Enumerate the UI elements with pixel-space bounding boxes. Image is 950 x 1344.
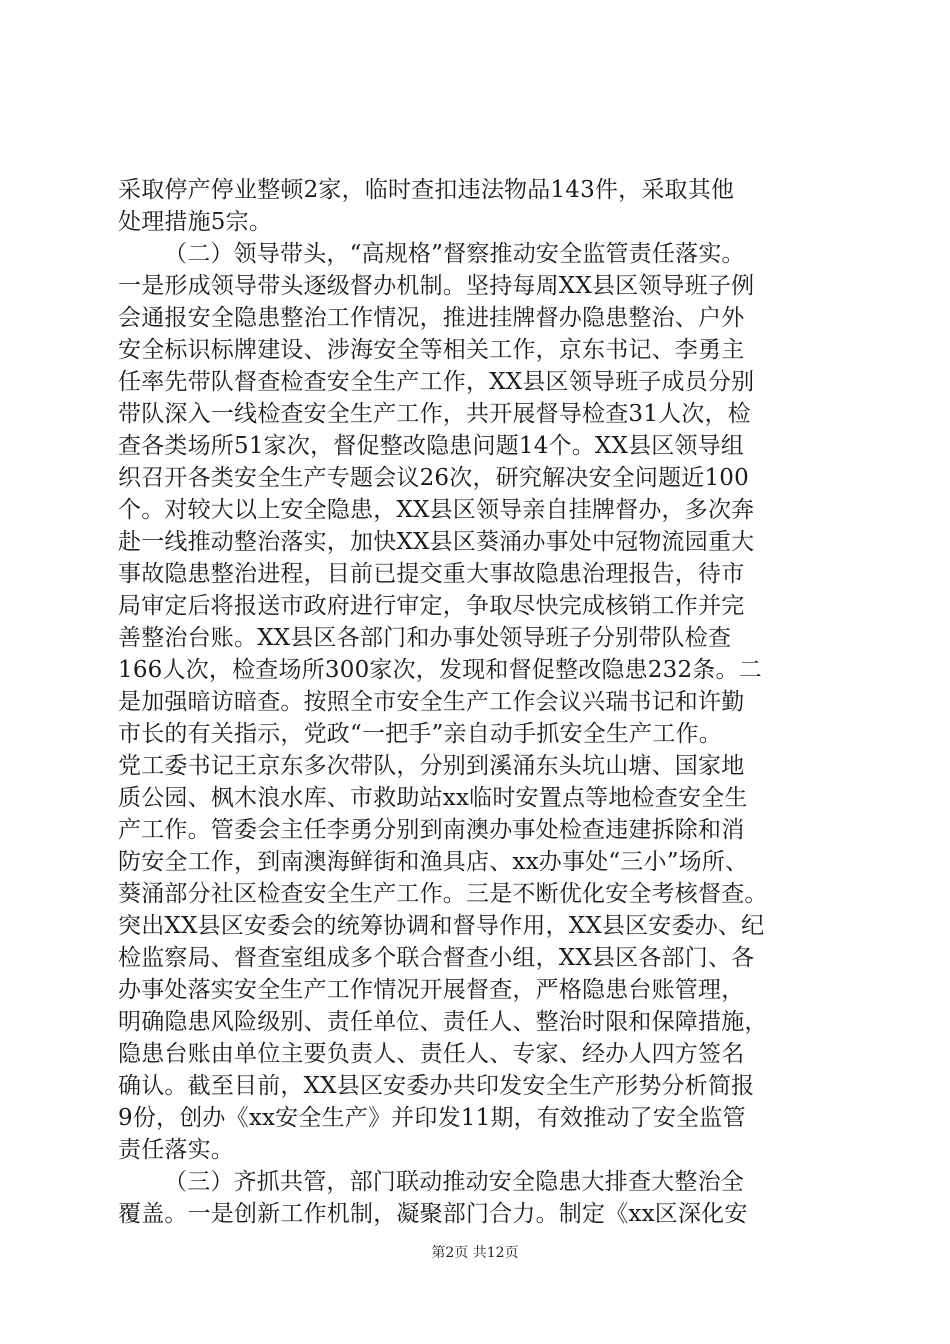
text-line: 覆盖。一是创新工作机制，凝聚部门合力。制定《xx区深化安 — [118, 1201, 748, 1227]
text-line: 安全标识标牌建设、涉海安全等相关工作，京东书记、李勇主 — [118, 337, 745, 363]
text-line: 善整治台账。XX县区各部门和办事处领导班子分别带队检查 — [118, 625, 732, 651]
text-line: 166人次，检查场所300家次，发现和督促整改隐患232条。二 — [118, 657, 762, 683]
text-line: 带队深入一线检查安全生产工作，共开展督导检查31人次，检 — [118, 401, 751, 427]
text-line: 防安全工作，到南澳海鲜街和渔具店、xx办事处“三小”场所、 — [118, 849, 749, 875]
text-line: 会通报安全隐患整治工作情况，推进挂牌督办隐患整治、户外 — [118, 305, 745, 331]
text-line: 责任落实。 — [118, 1137, 234, 1163]
text-line: 检监察局、督查室组成多个联合督查小组，XX县区各部门、各 — [118, 945, 755, 971]
text-line: 织召开各类安全生产专题会议26次，研究解决安全问题近100 — [118, 465, 749, 491]
text-line: 突出XX县区安委会的统筹协调和督导作用，XX县区安委办、纪 — [118, 913, 765, 939]
text-line: 采取停产停业整顿2家，临时查扣违法物品143件，采取其他 — [118, 177, 735, 203]
text-line: 办事处落实安全生产工作情况开展督查，严格隐患台账管理， — [118, 977, 745, 1003]
text-line: 查各类场所51家次，督促整改隐患问题14个。XX县区领导组 — [118, 433, 745, 459]
text-line: 处理措施5宗。 — [118, 209, 273, 235]
section-heading-line: （三）齐抓共管，部门联动推动安全隐患大排查大整治全 — [164, 1169, 744, 1195]
text-line: 是加强暗访暗查。按照全市安全生产工作会议兴瑞书记和许勤 — [118, 689, 745, 715]
text-line: 任率先带队督查检查安全生产工作，XX县区领导班子成员分别 — [118, 369, 755, 395]
section-heading-line: （二）领导带头，“高规格”督察推动安全监管责任落实。 — [164, 241, 745, 267]
text-line: 市长的有关指示，党政“一把手”亲自动手抓安全生产工作。 — [118, 721, 722, 747]
text-line: 赴一线推动整治落实，加快XX县区葵涌办事处中冠物流园重大 — [118, 529, 755, 555]
text-line: 局审定后将报送市政府进行审定，争取尽快完成核销工作并完 — [118, 593, 745, 619]
text-line: 党工委书记王京东多次带队，分别到溪涌东头坑山塘、国家地 — [118, 753, 745, 779]
text-line: 质公园、枫木浪水库、市救助站xx临时安置点等地检查安全生 — [118, 785, 748, 811]
page-number-footer: 第2页 共12页 — [431, 1245, 519, 1261]
text-line: 9份，创办《xx安全生产》并印发11期，有效推动了安全监管 — [118, 1105, 746, 1131]
text-line: 产工作。管委会主任李勇分别到南澳办事处检查违建拆除和消 — [118, 817, 745, 843]
text-line: 一是形成领导带头逐级督办机制。坚持每周XX县区领导班子例 — [118, 273, 755, 299]
text-line: 隐患台账由单位主要负责人、责任人、专家、经办人四方签名 — [118, 1041, 745, 1067]
text-line: 葵涌部分社区检查安全生产工作。三是不断优化安全考核督查。 — [118, 881, 768, 907]
text-line: 事故隐患整治进程，目前已提交重大事故隐患治理报告，待市 — [118, 561, 745, 587]
text-line: 确认。截至目前，XX县区安委办共印发安全生产形势分析简报 — [118, 1073, 755, 1099]
document-body — [118, 174, 838, 1230]
text-line: 个。对较大以上安全隐患，XX县区领导亲自挂牌督办，多次奔 — [118, 497, 755, 523]
text-line: 明确隐患风险级别、责任单位、责任人、整治时限和保障措施， — [118, 1009, 768, 1035]
